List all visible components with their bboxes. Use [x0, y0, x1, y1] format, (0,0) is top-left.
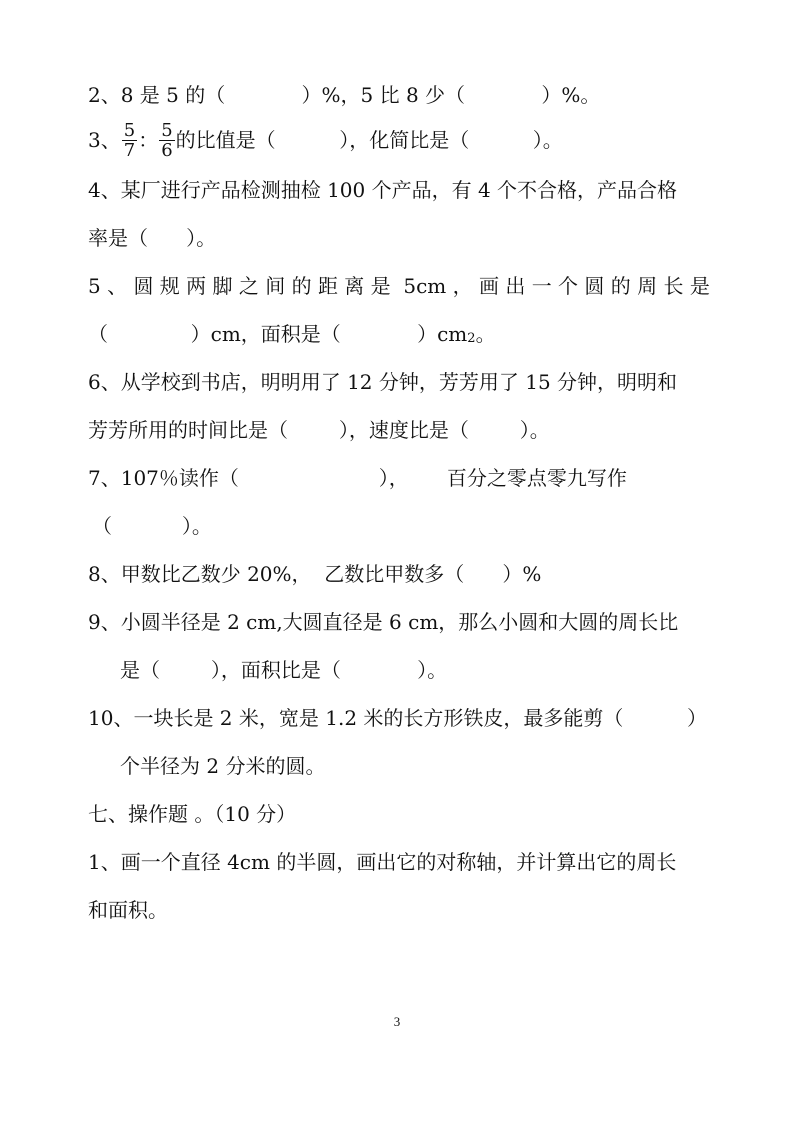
question-10-line-2: 个半径为 2 分米的圆。 — [120, 754, 326, 778]
section-7-question-1-line-2: 和面积。 — [88, 898, 168, 922]
ratio-colon: ： — [138, 128, 159, 152]
fraction-five-sevenths — [122, 121, 137, 160]
question-6-line-1: 6、从学校到书店，明明用了 12 分钟，芳芳用了 15 分钟，明明和 — [88, 370, 678, 394]
question-5-line-2-text: （ ）cm，面积是（ ）cm — [88, 322, 468, 346]
question-2: 2、8 是 5 的（ ）%，5 比 8 少（ ）%。 — [88, 83, 601, 107]
question-4-line-2: 率是（ ）。 — [88, 226, 217, 250]
question-6-line-2: 芳芳所用的时间比是（ ），速度比是（ ）。 — [88, 418, 550, 442]
question-5-line-1: 5 、 圆 规 两 脚 之 间 的 距 离 是 5cm ， 画 出 一 个 圆 的 周 长 是 — [88, 274, 710, 298]
question-7-line-2: （ ）。 — [92, 514, 212, 538]
section-7-title: 七、操作题 。（10 分） — [88, 802, 297, 826]
question-5-line-2-end: 。 — [475, 322, 496, 346]
question-10-line-1: 10、一块长是 2 米，宽是 1.2 米的长方形铁皮，最多能剪（ ） — [88, 706, 707, 730]
fraction-numerator: 5 — [123, 119, 136, 141]
question-8: 8、甲数比乙数少 20%， 乙数比甲数多（ ）% — [88, 562, 542, 586]
question-9-line-2: 是（ ），面积比是（ ）。 — [120, 658, 448, 682]
question-3 — [88, 119, 563, 161]
question-5-line-2 — [88, 320, 496, 348]
fraction-denominator: 7 — [123, 139, 136, 161]
question-4-line-1: 4、某厂进行产品检测抽检 100 个产品，有 4 个不合格，产品合格 — [88, 178, 678, 202]
page-number: 3 — [393, 1014, 401, 1029]
section-7-question-1-line-1: 1、画一个直径 4cm 的半圆，画出它的对称轴，并计算出它的周长 — [88, 850, 677, 874]
question-9-line-1: 9、小圆半径是 2 cm,大圆直径是 6 cm，那么小圆和大圆的周长比 — [88, 610, 679, 634]
fraction-numerator: 5 — [161, 119, 173, 141]
fraction-denominator: 6 — [161, 139, 173, 161]
fraction-five-sixths — [159, 121, 174, 160]
unit-superscript: 2 — [467, 331, 476, 346]
question-3-prefix: 3、 — [88, 128, 121, 152]
question-7-line-1: 7、107％读作（ ）， 百分之零点零九写作 — [88, 466, 627, 490]
question-3-text: 的比值是（ ），化简比是（ ）。 — [175, 128, 563, 152]
